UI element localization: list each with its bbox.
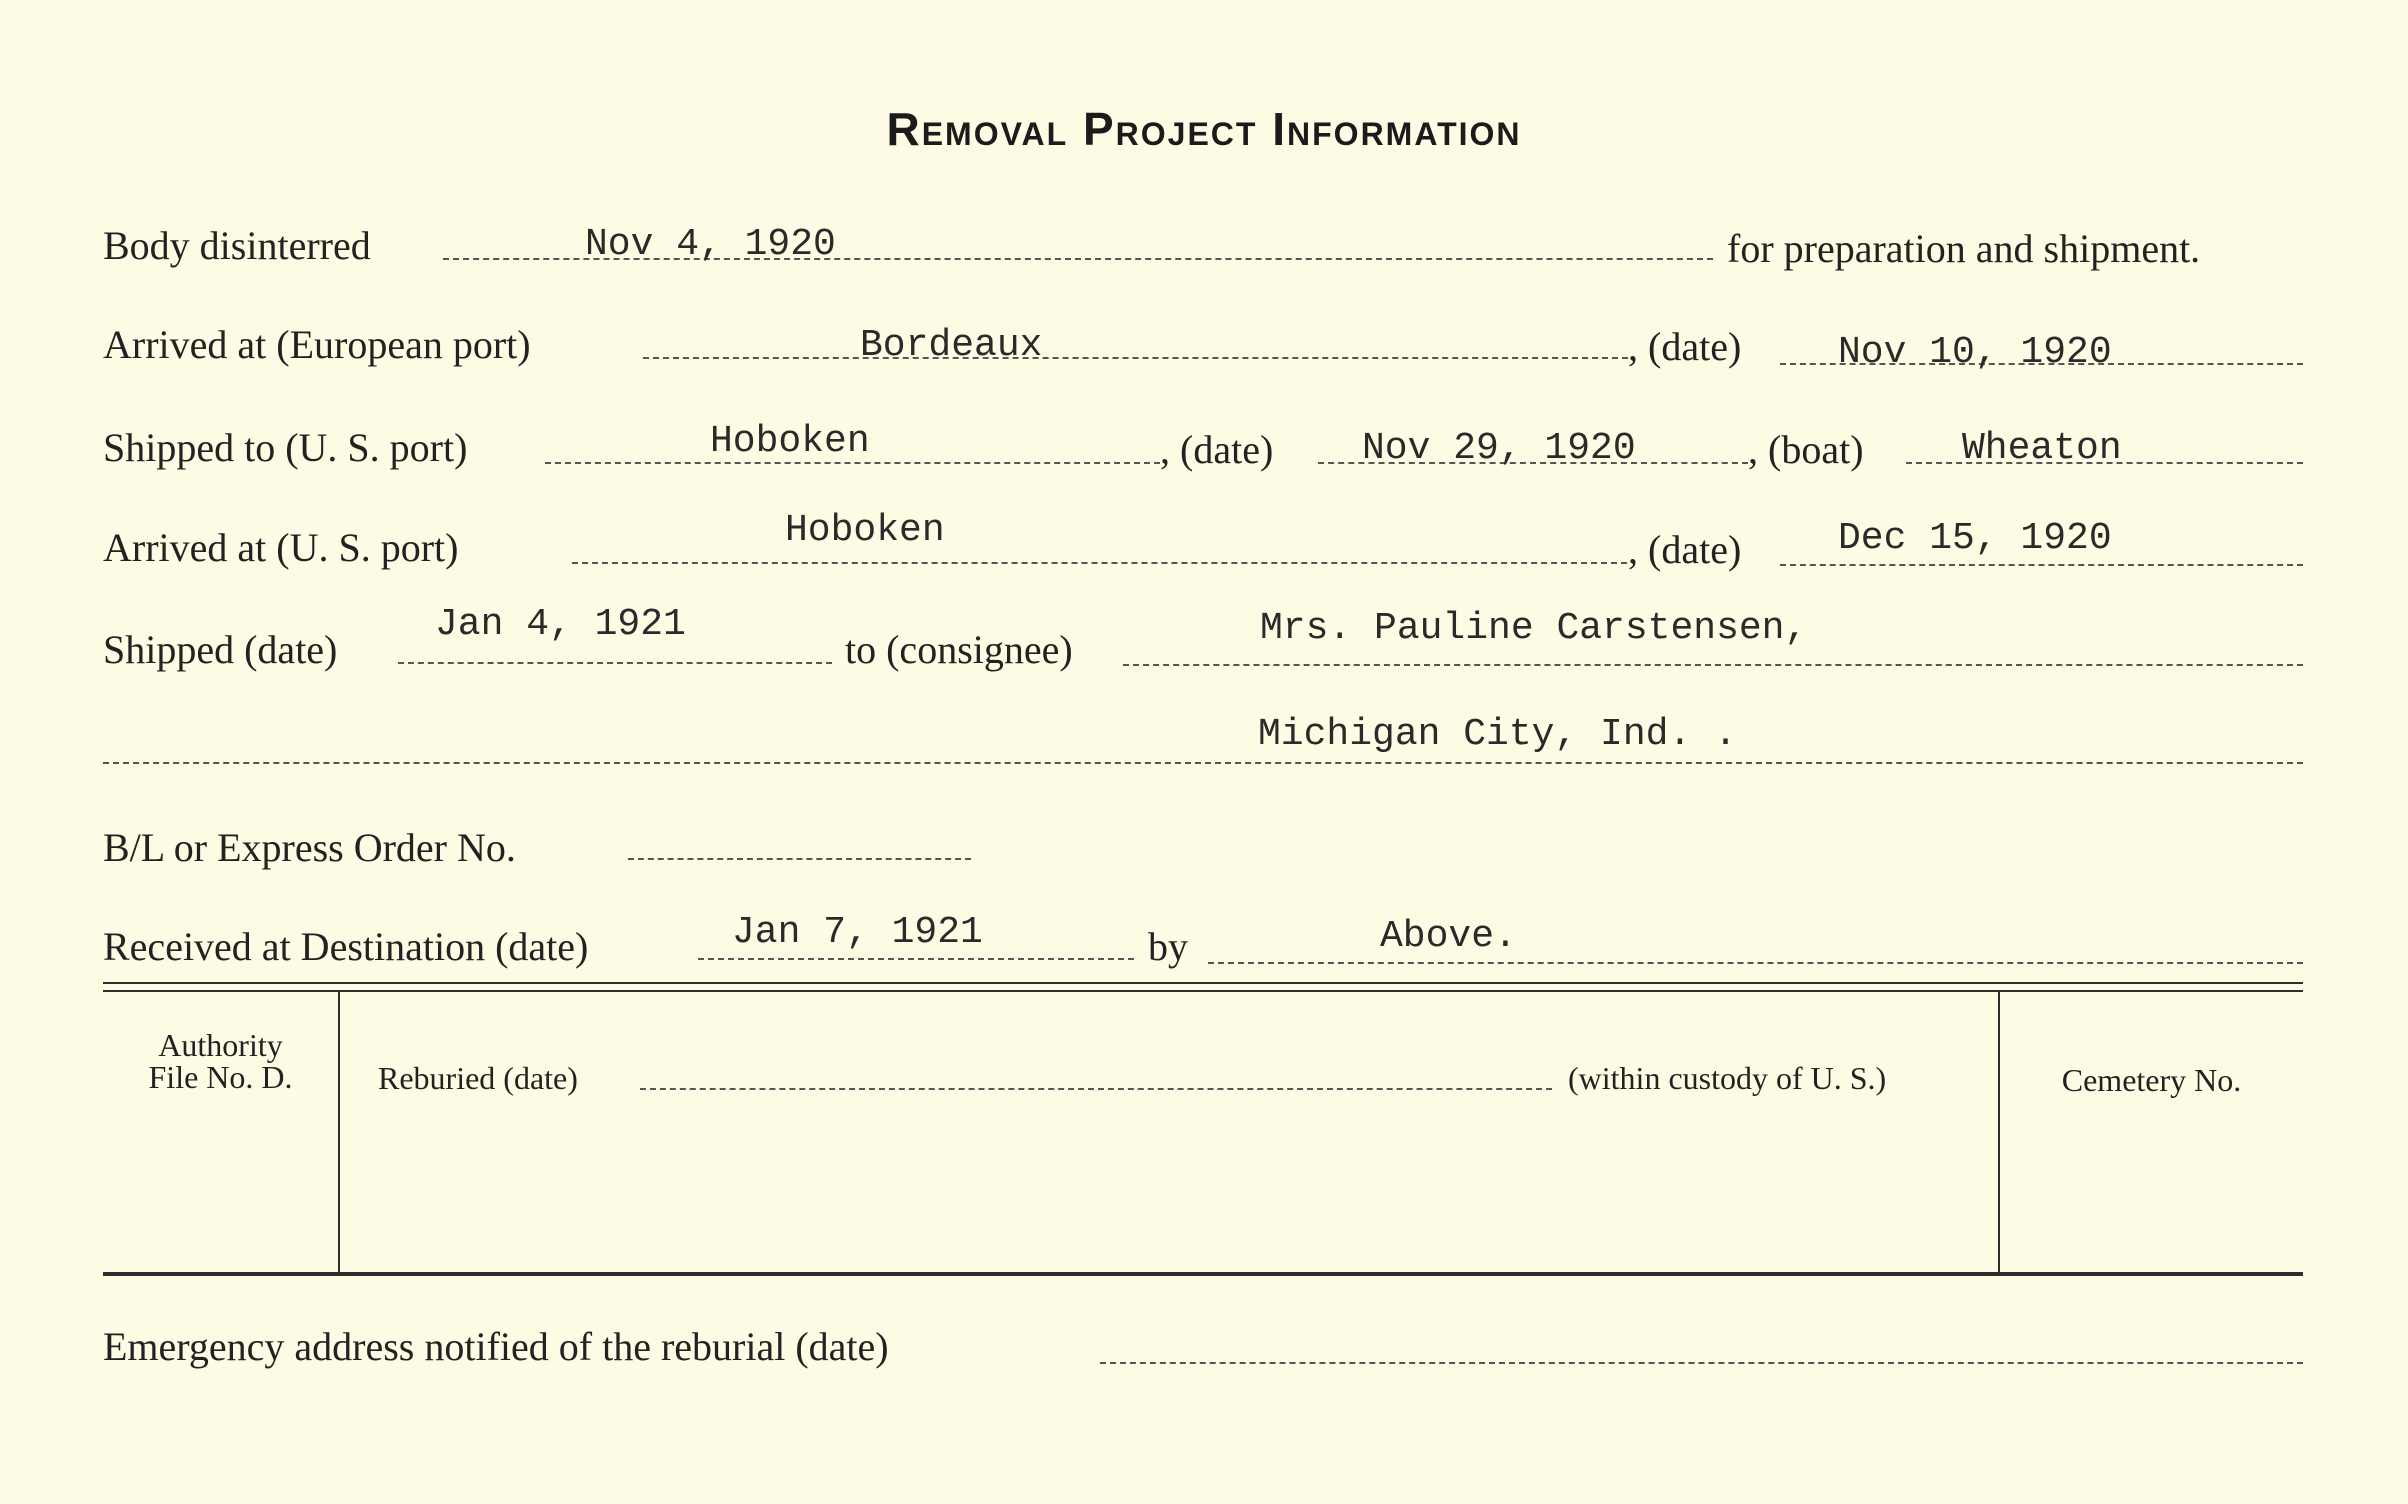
received-line [698, 958, 1134, 960]
received-by-line [1208, 962, 2303, 964]
box-top-rule-2 [103, 990, 2303, 992]
received-by-value: Above. [1380, 915, 1517, 958]
arrived-us-date-value: Dec 15, 1920 [1838, 517, 2112, 560]
arrived-us-label: Arrived at (U. S. port) [103, 525, 459, 570]
shipped-us-date-value: Nov 29, 1920 [1362, 427, 1636, 470]
disinterred-value: Nov 4, 1920 [585, 223, 836, 266]
disinterred-suffix: for preparation and shipment. [1727, 226, 2201, 271]
received-label: Received at Destination (date) [103, 924, 589, 969]
disinterred-label: Body disinterred [103, 223, 371, 268]
shipped-label: Shipped (date) [103, 627, 338, 672]
shipped-us-label: Shipped to (U. S. port) [103, 425, 468, 470]
box-divider-right [1998, 992, 2000, 1274]
box-bottom-rule [103, 1272, 2303, 1276]
received-value: Jan 7, 1921 [732, 911, 983, 954]
box-top-rule-1 [103, 982, 2303, 984]
authority-label-1: Authority [158, 1027, 283, 1063]
cemetery-label: Cemetery No. [2061, 1062, 2242, 1098]
consignee-value-2: Michigan City, Ind. . [1258, 713, 1737, 756]
authority-label-2: File No. D. [148, 1059, 293, 1095]
emergency-line [1100, 1362, 2303, 1364]
shipped-us-value: Hoboken [710, 420, 870, 463]
card-title: Removal Project Information [886, 103, 1522, 155]
bl-line [628, 858, 971, 860]
shipped-us-boat-label: , (boat) [1748, 427, 1864, 472]
arrived-us-line [572, 562, 1627, 564]
arrived-us-date-label: , (date) [1628, 527, 1742, 572]
emergency-label: Emergency address notified of the reburial (date) [103, 1324, 889, 1369]
arrived-eu-label: Arrived at (European port) [103, 322, 531, 367]
reburied-label: Reburied (date) [378, 1060, 578, 1096]
bl-label: B/L or Express Order No. [103, 825, 516, 870]
consignee-line-2 [103, 762, 2303, 764]
arrived-eu-date-value: Nov 10, 1920 [1838, 331, 2112, 374]
received-by-label: by [1148, 924, 1188, 969]
arrived-eu-date-label: , (date) [1628, 324, 1742, 369]
consignee-line [1123, 664, 2303, 666]
shipped-us-date-label: , (date) [1160, 427, 1274, 472]
consignee-label: to (consignee) [845, 627, 1073, 672]
arrived-us-date-line [1780, 564, 2303, 566]
consignee-value: Mrs. Pauline Carstensen, [1260, 607, 1808, 650]
shipped-line [398, 662, 832, 664]
arrived-eu-line [643, 357, 1628, 359]
shipped-value: Jan 4, 1921 [435, 603, 686, 646]
arrived-us-value: Hoboken [785, 509, 945, 552]
custody-label: (within custody of U. S.) [1568, 1060, 1887, 1096]
arrived-eu-value: Bordeaux [860, 324, 1043, 367]
box-divider-left [338, 992, 340, 1272]
shipped-us-boat-value: Wheaton [1962, 427, 2122, 470]
reburied-line [640, 1088, 1552, 1090]
